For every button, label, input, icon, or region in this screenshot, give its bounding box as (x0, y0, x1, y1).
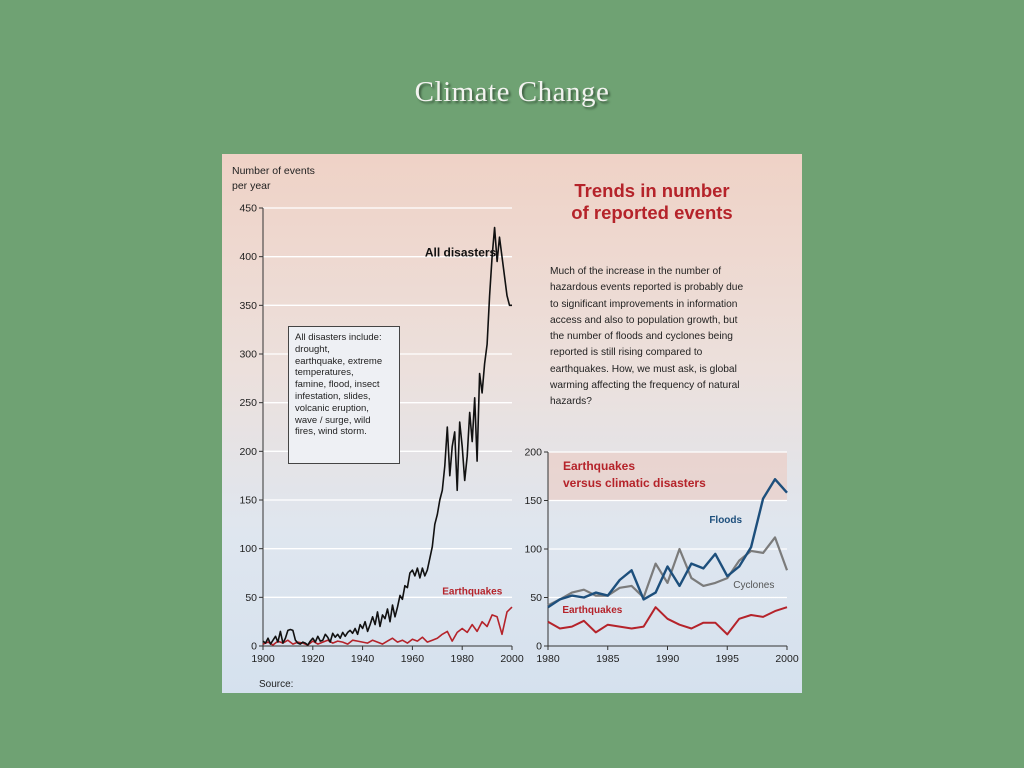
x-tick-label: 2000 (775, 653, 799, 665)
x-tick-label: 1900 (251, 653, 275, 665)
description-line: to significant improvements in information (550, 298, 738, 310)
y-tick-label: 250 (239, 397, 257, 410)
x-tick-label: 1990 (655, 653, 680, 665)
description-line: access and also to population growth, but (550, 314, 738, 326)
note-line: volcanic eruption, (295, 402, 369, 414)
description-line: the number of floods and cyclones being (550, 331, 733, 343)
source-label: Source: (259, 679, 294, 690)
x-tick-label: 1985 (596, 653, 620, 665)
left-chart-ylabel (232, 164, 315, 194)
figure-panel (222, 154, 802, 693)
y-tick-label: 200 (524, 446, 542, 459)
description-line: earthquakes. How, we must ask, is global (550, 363, 737, 375)
x-tick-label: 2000 (500, 653, 524, 665)
series-label-all-disasters: All disasters (424, 245, 497, 260)
note-line: infestation, slides, (295, 390, 371, 402)
x-tick-label: 1995 (715, 653, 739, 665)
note-line: All disasters include: (295, 332, 382, 343)
y-tick-label: 400 (239, 251, 257, 264)
series-label-earthquakes: Earthquakes (442, 586, 503, 598)
description-line: reported is still rising compared to (550, 347, 703, 359)
y-tick-label: 0 (251, 640, 257, 653)
note-line: temperatures, (295, 367, 354, 379)
y-tick-label: 50 (245, 591, 257, 604)
y-tick-label: 450 (239, 202, 257, 215)
y-tick-label: 0 (536, 640, 542, 653)
y-tick-label: 50 (530, 592, 542, 604)
series-label-cyclones: Cyclones (733, 579, 775, 591)
ylabel-line: Number of events (232, 165, 315, 177)
x-tick-label: 1980 (450, 653, 474, 665)
heading-line: Trends in number (574, 180, 730, 201)
y-tick-label: 200 (239, 445, 257, 458)
note-line: wave / surge, wild (295, 414, 371, 426)
y-tick-label: 300 (239, 348, 257, 361)
y-tick-label: 100 (524, 543, 542, 556)
figure-heading (522, 180, 782, 224)
x-tick-label: 1920 (301, 653, 325, 665)
y-tick-label: 100 (239, 543, 257, 556)
description-line: hazardous events reported is probably due (550, 282, 744, 294)
inset-chart-title: versus climatic disasters (563, 476, 706, 490)
heading-line: of reported events (571, 202, 733, 223)
x-tick-label: 1960 (400, 653, 425, 665)
y-tick-label: 350 (239, 299, 257, 312)
series-label-floods: Floods (709, 514, 743, 526)
x-tick-label: 1940 (350, 653, 375, 665)
note-line: fires, wind storm. (295, 426, 367, 438)
note-line: drought, (295, 343, 330, 355)
y-tick-label: 150 (524, 495, 542, 507)
description-text (550, 264, 790, 411)
description-line: Much of the increase in the number of (550, 266, 722, 277)
description-line: warming affecting the frequency of natural (550, 380, 740, 392)
series-label-earthquakes: Earthquakes (562, 605, 623, 617)
description-line: hazards? (550, 396, 592, 408)
slide-title: Climate Change (414, 76, 610, 108)
ylabel-line: per year (232, 180, 271, 192)
note-line: famine, flood, insect (295, 379, 380, 391)
note-line: earthquake, extreme (295, 355, 383, 367)
inset-chart-title: Earthquakes (563, 459, 636, 473)
disasters-note-box (288, 326, 400, 464)
x-tick-label: 1980 (536, 653, 560, 665)
y-tick-label: 150 (239, 494, 257, 507)
